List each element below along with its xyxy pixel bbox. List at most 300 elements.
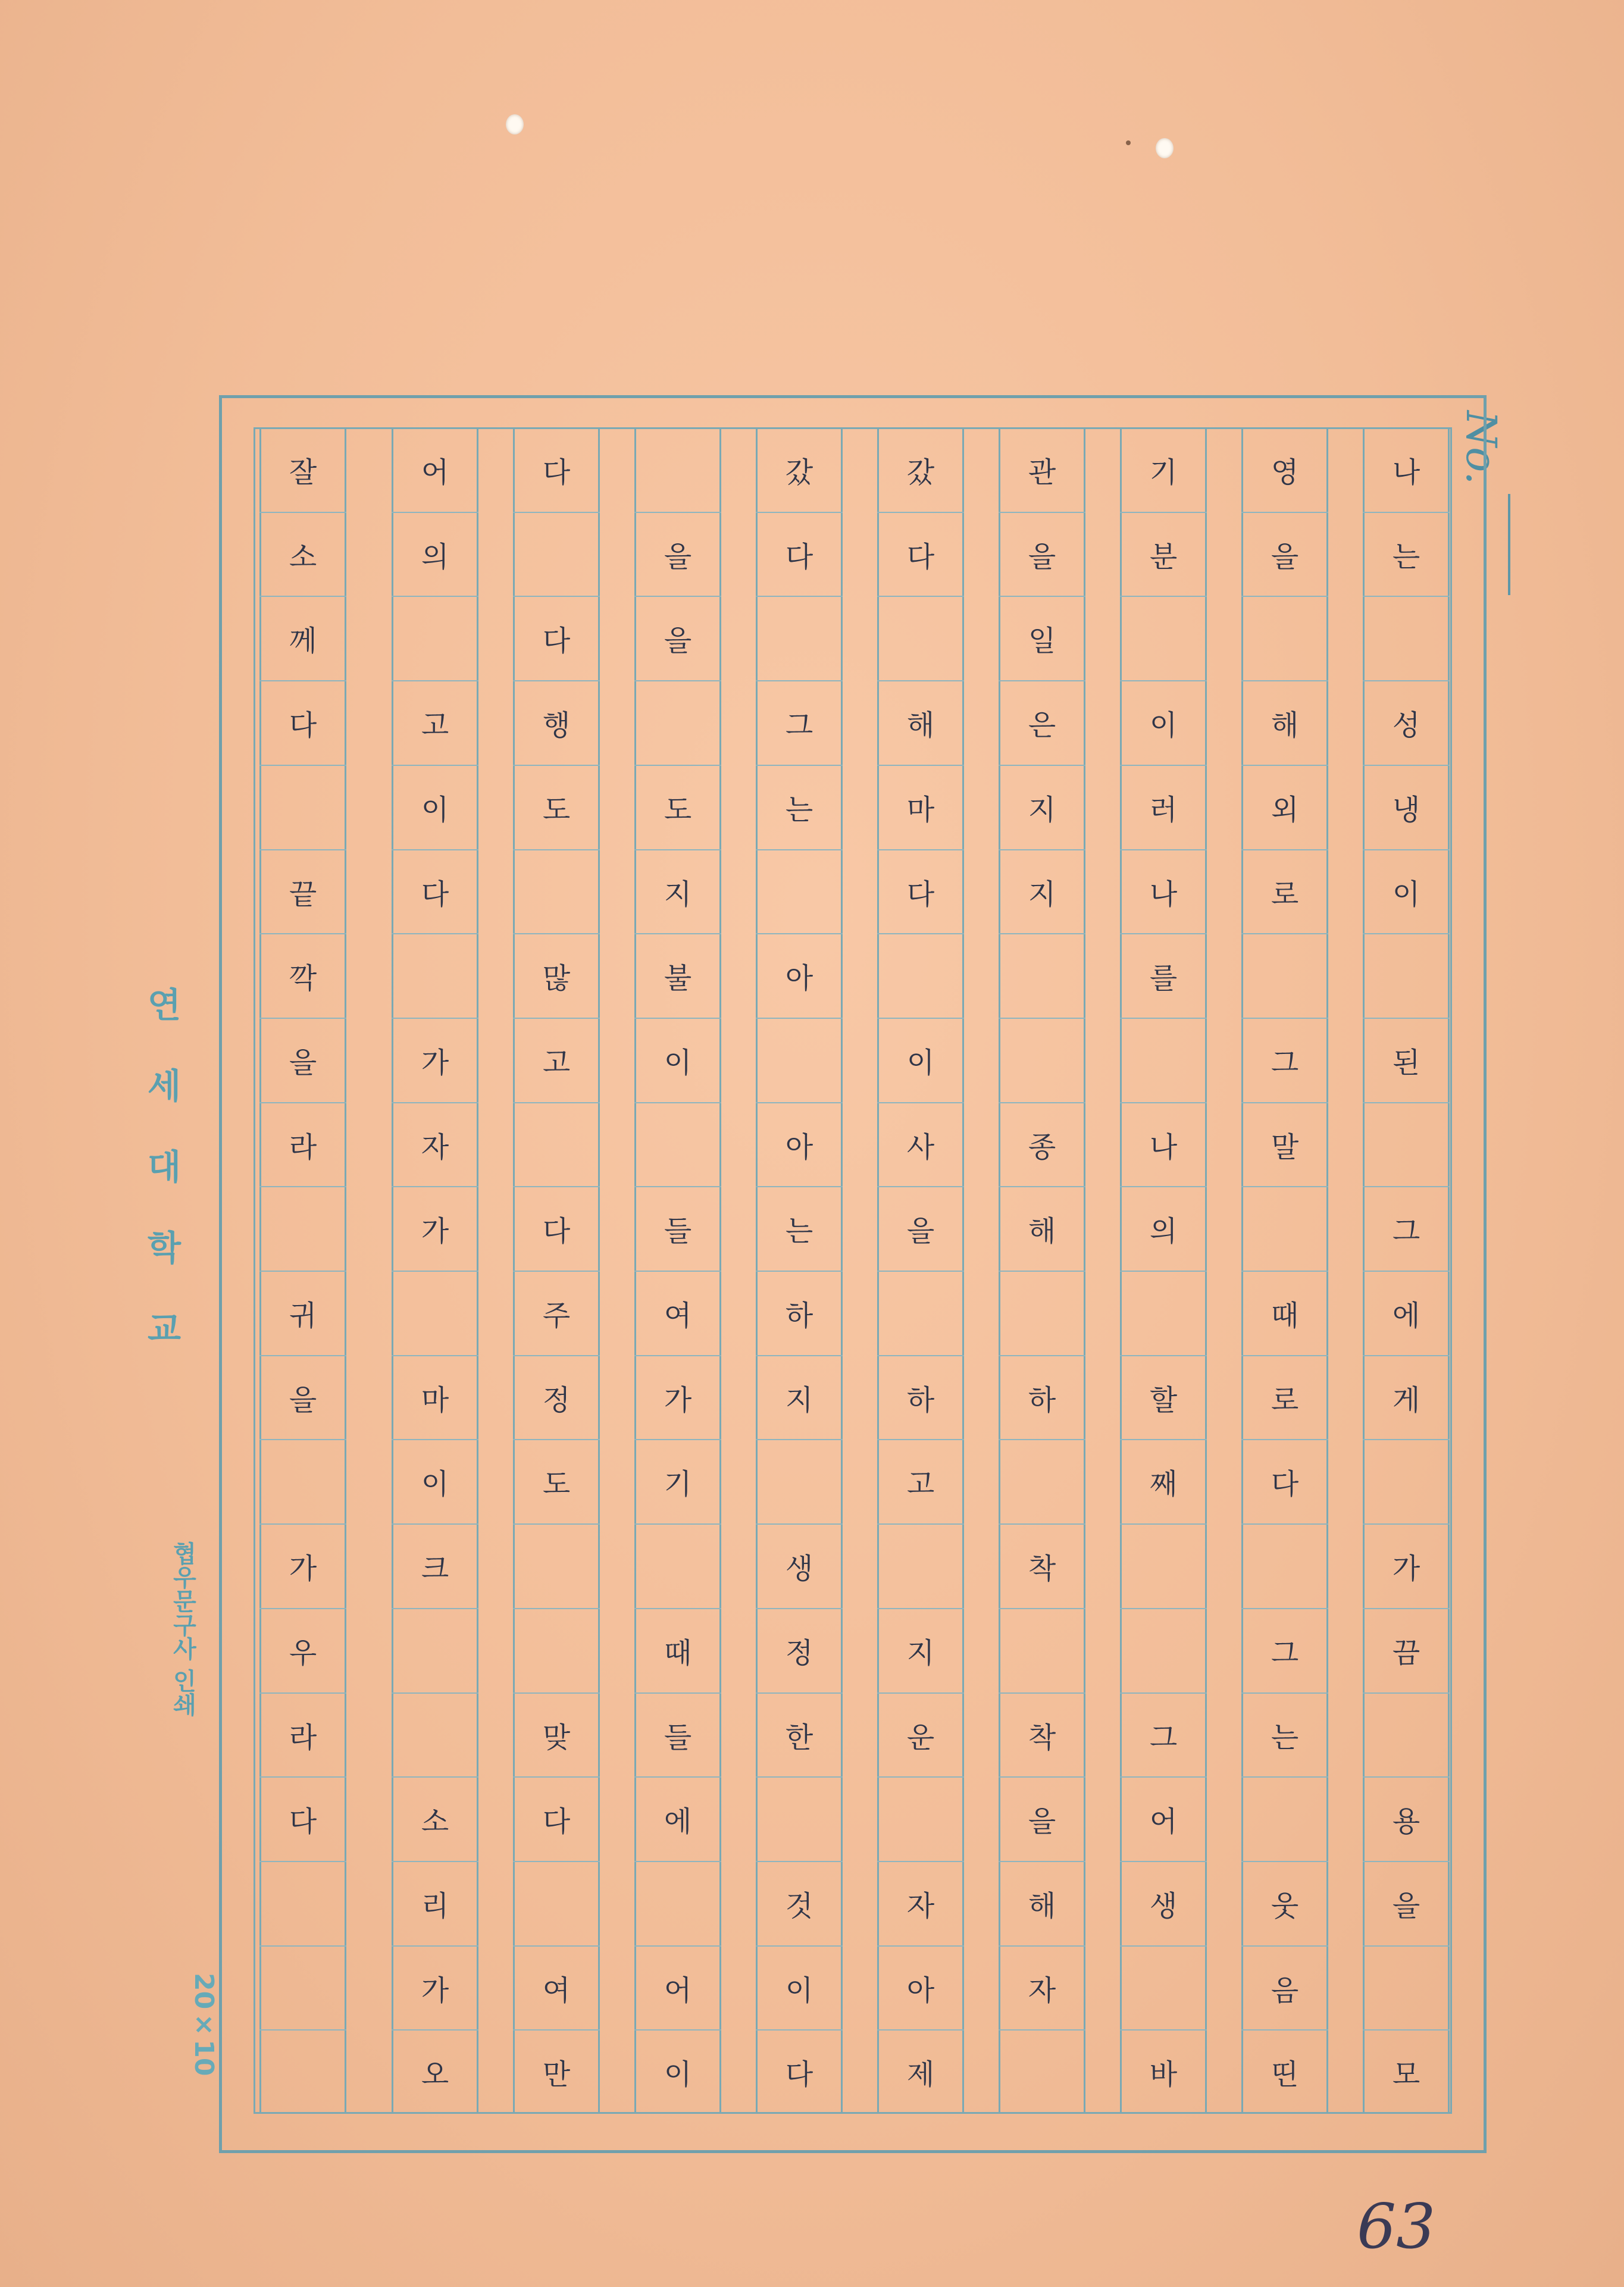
- row-divider: [634, 1776, 721, 1778]
- row-divider: [513, 765, 600, 766]
- row-divider: [392, 1102, 478, 1103]
- manuscript-cell: 나: [1149, 1130, 1178, 1164]
- manuscript-cell: 말: [1271, 1130, 1299, 1164]
- manuscript-cell: [877, 1528, 964, 1604]
- grid-size-label: 20×10: [189, 1973, 219, 2076]
- manuscript-cell: 나: [1149, 877, 1178, 911]
- row-divider: [392, 1018, 478, 1019]
- manuscript-cell: 마: [421, 1383, 449, 1417]
- manuscript-cell: 들: [664, 1214, 692, 1248]
- manuscript-cell: [634, 684, 721, 761]
- manuscript-cell: 을: [906, 1214, 935, 1248]
- row-divider: [259, 933, 346, 934]
- manuscript-cell: 라: [289, 1130, 317, 1164]
- row-divider: [1120, 1776, 1207, 1778]
- row-divider: [756, 2029, 843, 2031]
- row-divider: [1120, 765, 1207, 766]
- manuscript-cell: 모: [1392, 2057, 1420, 2091]
- manuscript-cell: 다: [542, 1214, 571, 1248]
- row-divider: [1120, 512, 1207, 513]
- manuscript-cell: [756, 1781, 843, 1857]
- row-divider: [634, 512, 721, 513]
- row-divider: [259, 1018, 346, 1019]
- manuscript-cell: 어: [1149, 1804, 1178, 1838]
- manuscript-cell: 들: [664, 1720, 692, 1754]
- manuscript-cell: 는: [785, 793, 813, 827]
- row-divider: [756, 1355, 843, 1356]
- manuscript-cell: 로: [1271, 1383, 1299, 1417]
- manuscript-cell: [259, 1190, 346, 1266]
- manuscript-cell: 가: [664, 1383, 692, 1417]
- manuscript-cell: [1120, 1528, 1207, 1604]
- row-divider: [877, 2029, 964, 2031]
- manuscript-cell: 냉: [1392, 793, 1420, 827]
- manuscript-cell: [756, 1022, 843, 1098]
- manuscript-cell: 아: [785, 961, 813, 995]
- manuscript-cell: 가: [1392, 1551, 1420, 1585]
- row-divider: [999, 1945, 1085, 1947]
- manuscript-cell: 행: [542, 708, 571, 742]
- row-divider: [1241, 596, 1328, 597]
- row-divider: [1241, 1271, 1328, 1272]
- row-divider: [877, 1608, 964, 1609]
- manuscript-cell: [1120, 600, 1207, 676]
- row-divider: [1363, 849, 1450, 850]
- manuscript-cell: 다: [785, 2057, 813, 2091]
- manuscript-cell: 여: [542, 1973, 571, 2007]
- row-divider: [877, 512, 964, 513]
- row-divider: [259, 1271, 346, 1272]
- manuscript-cell: 다: [289, 708, 317, 742]
- row-divider: [877, 1523, 964, 1525]
- manuscript-cell: 사: [906, 1130, 935, 1164]
- row-divider: [513, 849, 600, 850]
- manuscript-cell: 고: [421, 708, 449, 742]
- manuscript-cell: 주: [542, 1299, 571, 1332]
- row-divider: [1120, 1945, 1207, 1947]
- row-divider: [756, 596, 843, 597]
- manuscript-cell: 것: [785, 1889, 813, 1923]
- row-divider: [999, 765, 1085, 766]
- row-divider: [1120, 1102, 1207, 1103]
- row-divider: [259, 1608, 346, 1609]
- manuscript-cell: 불: [664, 961, 692, 995]
- row-divider: [999, 1608, 1085, 1609]
- row-divider: [1363, 1018, 1450, 1019]
- manuscript-cell: [756, 1443, 843, 1519]
- manuscript-cell: 그: [785, 708, 813, 742]
- row-divider: [392, 680, 478, 681]
- page-number: 63: [1357, 2190, 1436, 2263]
- manuscript-cell: 고: [542, 1046, 571, 1080]
- row-divider: [756, 1945, 843, 1947]
- manuscript-cell: 기: [664, 1467, 692, 1501]
- manuscript-cell: 오: [421, 2057, 449, 2091]
- manuscript-cell: 만: [542, 2057, 571, 2091]
- manuscript-cell: 음: [1271, 1973, 1299, 2007]
- row-divider: [392, 1355, 478, 1356]
- manuscript-cell: [634, 1106, 721, 1182]
- manuscript-cell: [1120, 1612, 1207, 1688]
- manuscript-cell: 종: [1028, 1130, 1056, 1164]
- row-divider: [877, 680, 964, 681]
- row-divider: [1241, 680, 1328, 681]
- row-divider: [999, 933, 1085, 934]
- row-divider: [1120, 1355, 1207, 1356]
- row-divider: [513, 1186, 600, 1187]
- univ-char-3: 대: [147, 1147, 182, 1187]
- row-divider: [1363, 1271, 1450, 1272]
- row-divider: [1120, 1439, 1207, 1440]
- manuscript-cell: 관: [1028, 455, 1056, 489]
- row-divider: [1363, 933, 1450, 934]
- row-divider: [634, 933, 721, 934]
- manuscript-cell: 이: [1392, 877, 1420, 911]
- manuscript-cell: [1241, 1528, 1328, 1604]
- manuscript-cell: 께: [289, 624, 317, 658]
- row-divider: [1120, 1692, 1207, 1694]
- row-divider: [1241, 2029, 1328, 2031]
- row-divider: [392, 1861, 478, 1862]
- manuscript-cell: 다: [289, 1804, 317, 1838]
- row-divider: [756, 1692, 843, 1694]
- manuscript-cell: 도: [542, 1467, 571, 1501]
- row-divider: [513, 1355, 600, 1356]
- manuscript-cell: 착: [1028, 1551, 1056, 1585]
- row-divider: [392, 765, 478, 766]
- row-divider: [1363, 1945, 1450, 1947]
- manuscript-cell: [513, 1865, 600, 1941]
- manuscript-cell: 여: [664, 1299, 692, 1332]
- row-divider: [1241, 1692, 1328, 1694]
- row-divider: [392, 1186, 478, 1187]
- manuscript-cell: [1241, 600, 1328, 676]
- row-divider: [877, 933, 964, 934]
- row-divider: [999, 1186, 1085, 1187]
- manuscript-cell: 운: [906, 1720, 935, 1754]
- manuscript-cell: 착: [1028, 1720, 1056, 1754]
- row-divider: [999, 680, 1085, 681]
- manuscript-cell: 자: [421, 1130, 449, 1164]
- row-divider: [1120, 1186, 1207, 1187]
- row-divider: [877, 765, 964, 766]
- manuscript-cell: 아: [785, 1130, 813, 1164]
- row-divider: [999, 1692, 1085, 1694]
- row-divider: [259, 1776, 346, 1778]
- manuscript-cell: 하: [906, 1383, 935, 1417]
- manuscript-cell: 맞: [542, 1720, 571, 1754]
- manuscript-cell: 에: [1392, 1299, 1420, 1332]
- manuscript-cell: 고: [906, 1467, 935, 1501]
- row-divider: [877, 1945, 964, 1947]
- row-divider: [513, 933, 600, 934]
- manuscript-cell: 을: [664, 540, 692, 574]
- row-divider: [1241, 1776, 1328, 1778]
- manuscript-cell: [259, 1865, 346, 1941]
- manuscript-cell: 띤: [1271, 2057, 1299, 2091]
- manuscript-cell: [1363, 937, 1450, 1013]
- manuscript-cell: 잘: [289, 455, 317, 489]
- manuscript-cell: [1241, 1190, 1328, 1266]
- row-divider: [634, 1861, 721, 1862]
- manuscript-cell: 용: [1392, 1804, 1420, 1838]
- row-divider: [259, 849, 346, 850]
- manuscript-cell: 을: [1028, 540, 1056, 574]
- manuscript-cell: 는: [785, 1214, 813, 1248]
- row-divider: [756, 849, 843, 850]
- row-divider: [756, 1102, 843, 1103]
- manuscript-cell: [877, 1781, 964, 1857]
- row-divider: [877, 1355, 964, 1356]
- manuscript-cell: 게: [1392, 1383, 1420, 1417]
- manuscript-cell: 자: [1028, 1973, 1056, 2007]
- manuscript-cell: 다: [542, 455, 571, 489]
- row-divider: [999, 1355, 1085, 1356]
- univ-char-4: 학: [147, 1228, 182, 1268]
- row-divider: [259, 596, 346, 597]
- manuscript-cell: 그: [1392, 1214, 1420, 1248]
- manuscript-cell: [392, 600, 478, 676]
- row-divider: [756, 1186, 843, 1187]
- manuscript-cell: 일: [1028, 624, 1056, 658]
- manuscript-cell: 소: [421, 1804, 449, 1838]
- row-divider: [999, 1861, 1085, 1862]
- manuscript-cell: 을: [1028, 1804, 1056, 1838]
- manuscript-cell: [259, 1443, 346, 1519]
- university-name: [140, 985, 188, 1349]
- row-divider: [259, 1355, 346, 1356]
- row-divider: [1120, 1018, 1207, 1019]
- manuscript-cell: [392, 937, 478, 1013]
- row-divider: [877, 1776, 964, 1778]
- manuscript-cell: 가: [421, 1046, 449, 1080]
- univ-char-5: 교: [147, 1309, 182, 1349]
- row-divider: [259, 680, 346, 681]
- row-divider: [634, 1692, 721, 1694]
- row-divider: [877, 1102, 964, 1103]
- row-divider: [756, 680, 843, 681]
- row-divider: [259, 1945, 346, 1947]
- row-divider: [634, 596, 721, 597]
- row-divider: [513, 1439, 600, 1440]
- manuscript-cell: 정: [785, 1636, 813, 1670]
- row-divider: [1363, 1523, 1450, 1525]
- row-divider: [634, 1523, 721, 1525]
- manuscript-cell: 로: [1271, 877, 1299, 911]
- manuscript-cell: 기: [1149, 455, 1178, 489]
- row-divider: [1363, 1355, 1450, 1356]
- manuscript-cell: 을: [289, 1383, 317, 1417]
- row-divider: [392, 512, 478, 513]
- manuscript-cell: 다: [542, 1804, 571, 1838]
- manuscript-cell: 라: [289, 1720, 317, 1754]
- manuscript-cell: 가: [421, 1973, 449, 2007]
- row-divider: [634, 1018, 721, 1019]
- row-divider: [756, 512, 843, 513]
- manuscript-cell: [634, 1865, 721, 1941]
- manuscript-cell: 째: [1149, 1467, 1178, 1501]
- manuscript-cell: [634, 431, 721, 508]
- manuscript-cell: 분: [1149, 540, 1178, 574]
- row-divider: [877, 849, 964, 850]
- manuscript-cell: [392, 1697, 478, 1773]
- row-divider: [1363, 1439, 1450, 1440]
- manuscript-cell: 을: [289, 1046, 317, 1080]
- row-divider: [999, 596, 1085, 597]
- row-divider: [756, 1523, 843, 1525]
- manuscript-cell: 어: [664, 1973, 692, 2007]
- row-divider: [1363, 1102, 1450, 1103]
- row-divider: [392, 2029, 478, 2031]
- manuscript-cell: 이: [421, 793, 449, 827]
- row-divider: [392, 1945, 478, 1947]
- manuscript-cell: 크: [421, 1551, 449, 1585]
- manuscript-cell: [513, 1612, 600, 1688]
- manuscript-cell: [756, 853, 843, 930]
- row-divider: [877, 596, 964, 597]
- manuscript-cell: 된: [1392, 1046, 1420, 1080]
- row-divider: [513, 680, 600, 681]
- row-divider: [756, 1608, 843, 1609]
- manuscript-cell: 은: [1028, 708, 1056, 742]
- manuscript-cell: 하: [1028, 1383, 1056, 1417]
- manuscript-cell: [513, 516, 600, 592]
- manuscript-cell: 하: [785, 1299, 813, 1332]
- row-divider: [1120, 596, 1207, 597]
- manuscript-cell: 성: [1392, 708, 1420, 742]
- manuscript-cell: [999, 2033, 1085, 2110]
- manuscript-cell: 많: [542, 961, 571, 995]
- row-divider: [1241, 1186, 1328, 1187]
- manuscript-cell: 제: [906, 2057, 935, 2091]
- row-divider: [999, 1102, 1085, 1103]
- manuscript-cell: [513, 853, 600, 930]
- manuscript-cell: 그: [1271, 1046, 1299, 1080]
- manuscript-cell: [756, 600, 843, 676]
- manuscript-cell: [1363, 1443, 1450, 1519]
- row-divider: [513, 512, 600, 513]
- row-divider: [1120, 1523, 1207, 1525]
- row-divider: [259, 1439, 346, 1440]
- row-divider: [513, 1523, 600, 1525]
- manuscript-cell: [513, 1106, 600, 1182]
- row-divider: [634, 1186, 721, 1187]
- row-divider: [392, 1776, 478, 1778]
- row-divider: [1363, 1608, 1450, 1609]
- row-divider: [513, 1018, 600, 1019]
- row-divider: [1120, 1608, 1207, 1609]
- manuscript-cell: 이: [664, 1046, 692, 1080]
- row-divider: [1241, 933, 1328, 934]
- manuscript-cell: 귀: [289, 1299, 317, 1332]
- manuscript-cell: 도: [664, 793, 692, 827]
- row-divider: [877, 1692, 964, 1694]
- row-divider: [392, 1523, 478, 1525]
- row-divider: [1120, 849, 1207, 850]
- row-divider: [259, 1102, 346, 1103]
- row-divider: [1363, 1692, 1450, 1694]
- row-divider: [756, 1018, 843, 1019]
- manuscript-cell: 이: [664, 2057, 692, 2091]
- manuscript-cell: 의: [421, 540, 449, 574]
- punch-hole-right: [1156, 138, 1174, 158]
- manuscript-cell: [634, 1528, 721, 1604]
- manuscript-cell: [1241, 937, 1328, 1013]
- manuscript-cell: 바: [1149, 2057, 1178, 2091]
- row-divider: [999, 1271, 1085, 1272]
- row-divider: [877, 1018, 964, 1019]
- manuscript-cell: 다: [542, 624, 571, 658]
- row-divider: [1241, 1439, 1328, 1440]
- manuscript-cell: 다: [421, 877, 449, 911]
- punch-hole-left: [506, 114, 524, 134]
- row-divider: [513, 596, 600, 597]
- manuscript-cell: 러: [1149, 793, 1178, 827]
- manuscript-cell: [392, 1275, 478, 1351]
- manuscript-cell: [1363, 600, 1450, 676]
- manuscript-cell: 에: [664, 1804, 692, 1838]
- row-divider: [756, 1776, 843, 1778]
- row-divider: [1120, 1861, 1207, 1862]
- row-divider: [1241, 1608, 1328, 1609]
- row-divider: [259, 765, 346, 766]
- manuscript-cell: [392, 1612, 478, 1688]
- row-divider: [513, 1692, 600, 1694]
- row-divider: [1241, 1018, 1328, 1019]
- row-divider: [756, 1439, 843, 1440]
- printer-imprint: 협우문구사 인쇄: [169, 1541, 196, 1716]
- row-divider: [999, 512, 1085, 513]
- manuscript-cell: 가: [421, 1214, 449, 1248]
- manuscript-cell: 그: [1149, 1720, 1178, 1754]
- manuscript-cell: [1241, 1781, 1328, 1857]
- row-divider: [877, 1861, 964, 1862]
- manuscript-cell: 어: [421, 455, 449, 489]
- row-divider: [1363, 765, 1450, 766]
- sheet-number-label: No.: [1457, 411, 1506, 485]
- row-divider: [634, 1102, 721, 1103]
- manuscript-cell: 지: [1028, 877, 1056, 911]
- manuscript-cell: 갔: [906, 455, 935, 489]
- manuscript-cell: 지: [906, 1636, 935, 1670]
- manuscript-cell: 다: [785, 540, 813, 574]
- manuscript-cell: 는: [1392, 540, 1420, 574]
- manuscript-cell: 다: [1271, 1467, 1299, 1501]
- row-divider: [756, 1271, 843, 1272]
- manuscript-cell: [999, 1275, 1085, 1351]
- manuscript-cell: [1120, 1275, 1207, 1351]
- row-divider: [259, 1861, 346, 1862]
- manuscript-cell: 지: [664, 877, 692, 911]
- row-divider: [634, 765, 721, 766]
- row-divider: [392, 1271, 478, 1272]
- row-divider: [634, 2029, 721, 2031]
- row-divider: [634, 1945, 721, 1947]
- row-divider: [1241, 1355, 1328, 1356]
- manuscript-cell: 정: [542, 1383, 571, 1417]
- manuscript-cell: [877, 1275, 964, 1351]
- manuscript-cell: 때: [1271, 1299, 1299, 1332]
- manuscript-cell: 마: [906, 793, 935, 827]
- univ-char-2: 세: [147, 1066, 182, 1106]
- row-divider: [999, 1776, 1085, 1778]
- manuscript-cell: 지: [785, 1383, 813, 1417]
- row-divider: [634, 849, 721, 850]
- manuscript-cell: 이: [421, 1467, 449, 1501]
- row-divider: [634, 1439, 721, 1440]
- manuscript-cell: [999, 1443, 1085, 1519]
- manuscript-cell: 는: [1271, 1720, 1299, 1754]
